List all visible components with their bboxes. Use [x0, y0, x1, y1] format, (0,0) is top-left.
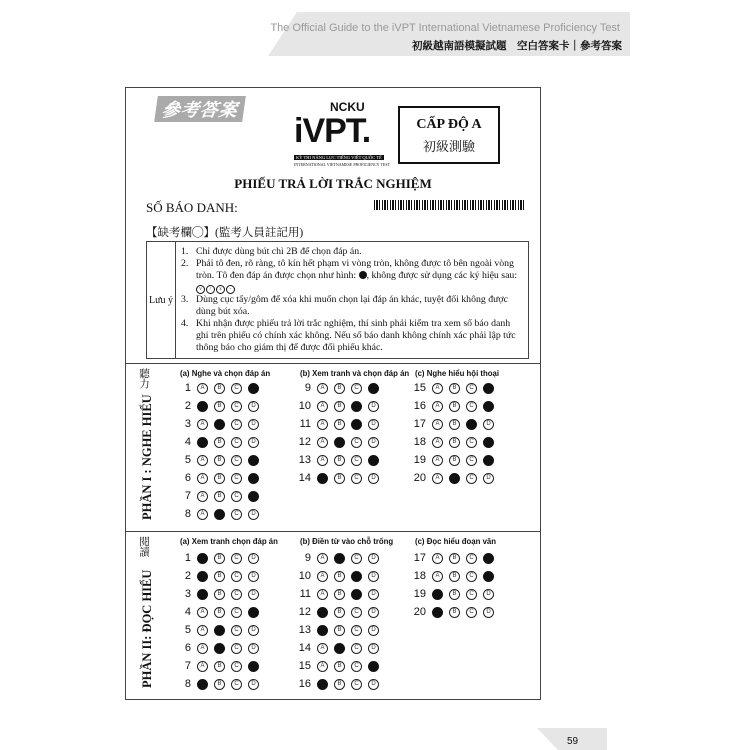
question-row [174, 659, 265, 673]
answer-bubble-c[interactable] [351, 589, 362, 600]
part2-column-title: (a) Xem tranh chọn đáp án [180, 537, 278, 546]
answer-bubble-b[interactable]: B [449, 553, 460, 564]
answer-bubble-b[interactable]: B [449, 401, 460, 412]
header-book-title: The Official Guide to the iVPT International Vietnamese Proficiency Test [270, 22, 620, 34]
part1-vi: PHẦN I : NGHE HIỂU [140, 394, 154, 520]
question-number: 7 [184, 660, 191, 672]
answer-bubble-d[interactable]: D [368, 589, 379, 600]
question-number: 2 [184, 570, 191, 582]
answer-bubble-b[interactable]: B [214, 589, 225, 600]
answer-bubble-d[interactable]: D [248, 589, 259, 600]
answer-bubble-d[interactable]: D [368, 643, 379, 654]
answer-bubble-b[interactable]: B [214, 661, 225, 672]
answer-bubble-c[interactable]: C [231, 661, 242, 672]
question-row [294, 641, 385, 655]
answer-bubble-a[interactable]: A [317, 383, 328, 394]
question-row [409, 551, 500, 565]
answer-bubble-b[interactable]: B [449, 383, 460, 394]
answer-bubble-d[interactable] [248, 473, 259, 484]
answer-bubble-a[interactable] [197, 553, 208, 564]
question-number: 8 [184, 678, 191, 690]
answer-bubble-b[interactable]: B [214, 553, 225, 564]
answer-bubble-c[interactable] [351, 571, 362, 582]
answer-bubble-a[interactable]: A [197, 607, 208, 618]
answer-bubble-d[interactable]: D [248, 625, 259, 636]
answer-bubble-d[interactable]: D [248, 437, 259, 448]
answer-bubble-a[interactable]: A [197, 509, 208, 520]
question-number: 5 [184, 454, 191, 466]
answer-bubble-d[interactable] [483, 553, 494, 564]
question-row [409, 381, 500, 395]
ivpt-logo [294, 100, 390, 170]
answer-bubble-a[interactable]: A [197, 455, 208, 466]
question-row [174, 569, 265, 583]
bad-marks-examples [196, 282, 236, 293]
filled-example-icon [359, 271, 367, 279]
answer-bubble-b[interactable]: B [449, 419, 460, 430]
answer-bubble-a[interactable]: A [197, 383, 208, 394]
answer-bubble-a[interactable]: A [197, 419, 208, 430]
question-number: 20 [413, 606, 426, 618]
question-row [409, 605, 500, 619]
answer-bubble-d[interactable] [483, 455, 494, 466]
answer-bubble-a[interactable]: A [317, 661, 328, 672]
question-row [409, 471, 500, 485]
rule-item: 3. Dùng cục tẩy/gôm để xóa khi muốn chọn lại đáp án khác, tuyệt đối không được dùng bút xóa. [181, 294, 508, 317]
answer-sheet [125, 87, 541, 700]
answer-bubble-c[interactable]: C [231, 571, 242, 582]
question-number: 9 [304, 382, 311, 394]
question-row [174, 399, 265, 413]
rules-box [146, 241, 529, 359]
question-number: 18 [413, 570, 426, 582]
answer-bubble-d[interactable]: D [483, 419, 494, 430]
logo-subtitle: KỲ THI NĂNG LỰC TIẾNG VIỆT QUỐC TẾ [296, 155, 382, 160]
part1-divider [126, 363, 540, 364]
question-row [174, 381, 265, 395]
question-number: 9 [304, 552, 311, 564]
barcode [374, 200, 526, 210]
answer-bubble-c[interactable]: C [351, 553, 362, 564]
answer-bubble-b[interactable]: B [214, 455, 225, 466]
question-number: 16 [413, 400, 426, 412]
question-row [294, 605, 385, 619]
answer-bubble-b[interactable]: B [214, 679, 225, 690]
answer-bubble-a[interactable]: A [432, 419, 443, 430]
question-row [174, 623, 265, 637]
answer-bubble-d[interactable] [248, 383, 259, 394]
answer-bubble-c[interactable]: C [231, 473, 242, 484]
answer-bubble-c[interactable]: C [231, 491, 242, 502]
question-number: 6 [184, 642, 191, 654]
question-row [294, 659, 385, 673]
rules-list [179, 246, 525, 354]
answer-bubble-a[interactable] [317, 679, 328, 690]
question-number: 16 [298, 678, 311, 690]
part1-column-title: (c) Nghe hiểu hội thoại [415, 369, 500, 378]
answer-bubble-c[interactable]: C [231, 455, 242, 466]
question-row [294, 471, 385, 485]
question-number: 19 [413, 454, 426, 466]
question-row [294, 569, 385, 583]
answer-bubble-b[interactable]: B [449, 455, 460, 466]
answer-bubble-d[interactable] [248, 455, 259, 466]
part2-vi: PHẦN II: ĐỌC HIỂU [140, 569, 154, 688]
answer-bubble-b[interactable]: B [214, 473, 225, 484]
answer-bubble-c[interactable]: C [231, 437, 242, 448]
answer-bubble-b[interactable] [214, 509, 225, 520]
question-row [294, 623, 385, 637]
part2-column-title: (c) Đọc hiểu đoạn văn [415, 537, 497, 546]
logo-main-text: iVPT. [294, 112, 371, 150]
answer-bubble-b[interactable]: B [334, 419, 345, 430]
question-number: 20 [413, 472, 426, 484]
answer-bubble-b[interactable]: B [334, 473, 345, 484]
answer-bubble-b[interactable] [334, 553, 345, 564]
answer-bubble-c[interactable]: C [231, 607, 242, 618]
question-number: 7 [184, 490, 191, 502]
answer-bubble-d[interactable]: D [368, 607, 379, 618]
answer-bubble-c[interactable]: C [231, 419, 242, 430]
question-row [174, 677, 265, 691]
reference-answer-stamp: 參考答案 [154, 96, 246, 122]
answer-bubble-b[interactable]: B [214, 571, 225, 582]
answer-bubble-c[interactable]: C [351, 679, 362, 690]
question-number: 1 [184, 552, 191, 564]
answer-bubble-b[interactable]: B [214, 607, 225, 618]
rules-label: Lưu ý [147, 242, 176, 358]
answer-bubble-a[interactable]: A [432, 571, 443, 582]
answer-bubble-c[interactable]: C [351, 661, 362, 672]
answer-bubble-a[interactable]: A [432, 383, 443, 394]
answer-bubble-b[interactable]: B [334, 383, 345, 394]
answer-bubble-b[interactable]: B [449, 437, 460, 448]
question-number: 8 [184, 508, 191, 520]
question-number: 1 [184, 382, 191, 394]
question-row [174, 551, 265, 565]
answer-bubble-c[interactable] [351, 419, 362, 430]
question-number: 3 [184, 588, 191, 600]
answer-bubble-c[interactable]: C [466, 571, 477, 582]
question-number: 14 [298, 472, 311, 484]
question-number: 2 [184, 400, 191, 412]
answer-bubble-a[interactable] [317, 473, 328, 484]
question-number: 18 [413, 436, 426, 448]
answer-bubble-c[interactable]: C [466, 607, 477, 618]
answer-bubble-b[interactable]: B [334, 589, 345, 600]
question-row [174, 453, 265, 467]
answer-bubble-c[interactable]: C [351, 383, 362, 394]
question-row [294, 453, 385, 467]
question-row [174, 435, 265, 449]
answer-bubble-a[interactable]: A [197, 473, 208, 484]
question-number: 4 [184, 606, 191, 618]
bad-mark-example-icon: - [226, 285, 235, 294]
answer-bubble-b[interactable]: B [334, 625, 345, 636]
level-vi: CẤP ĐỘ A [416, 117, 482, 132]
answer-bubble-b[interactable] [334, 643, 345, 654]
answer-bubble-b[interactable] [214, 643, 225, 654]
answer-bubble-b[interactable]: B [334, 661, 345, 672]
logo-subtitle-en: INTERNATIONAL VIETNAMESE PROFICIENCY TEST [294, 162, 390, 167]
rule-item: 2. Phải tô đen, rõ ràng, tô kín hết phạm vi vòng tròn, không được tô bên ngoài vòng tròn. Tô đen đáp án được chọn như hình: , không được sử dụng các ký hiệu sau: v / x - [181, 258, 518, 292]
answer-bubble-c[interactable]: C [466, 455, 477, 466]
answer-bubble-c[interactable]: C [466, 437, 477, 448]
level-zh: 初級測驗 [422, 139, 475, 154]
answer-bubble-a[interactable]: A [317, 643, 328, 654]
header-section-title: 初級越南語模擬試題 空白答案卡｜參考答案 [412, 40, 622, 52]
question-number: 3 [184, 418, 191, 430]
answer-bubble-d[interactable]: D [248, 571, 259, 582]
answer-bubble-b[interactable]: B [334, 455, 345, 466]
question-number: 14 [298, 642, 311, 654]
answer-bubble-a[interactable]: A [317, 401, 328, 412]
answer-bubble-d[interactable]: D [368, 437, 379, 448]
question-row [409, 587, 500, 601]
part2-side-label [138, 536, 156, 696]
question-number: 11 [299, 588, 311, 600]
part1-zh: 聽力 [138, 368, 149, 389]
answer-bubble-a[interactable]: A [317, 437, 328, 448]
answer-bubble-a[interactable] [197, 589, 208, 600]
answer-bubble-b[interactable]: B [334, 571, 345, 582]
answer-bubble-c[interactable]: C [231, 643, 242, 654]
answer-bubble-a[interactable]: A [432, 473, 443, 484]
answer-bubble-c[interactable]: C [466, 473, 477, 484]
answer-bubble-a[interactable]: A [432, 401, 443, 412]
answer-bubble-c[interactable] [351, 401, 362, 412]
answer-bubble-b[interactable]: B [214, 491, 225, 502]
question-number: 10 [298, 400, 311, 412]
question-row [294, 399, 385, 413]
answer-bubble-a[interactable]: A [197, 491, 208, 502]
answer-bubble-c[interactable]: C [231, 553, 242, 564]
answer-bubble-d[interactable]: D [248, 643, 259, 654]
answer-bubble-b[interactable] [214, 419, 225, 430]
answer-bubble-b[interactable]: B [214, 383, 225, 394]
answer-bubble-d[interactable] [248, 661, 259, 672]
absent-field-label: 【缺考欄◯】(監考人員註記用) [146, 227, 304, 239]
answer-bubble-c[interactable]: C [466, 553, 477, 564]
answer-bubble-b[interactable]: B [334, 679, 345, 690]
answer-bubble-d[interactable] [483, 437, 494, 448]
answer-bubble-a[interactable] [432, 607, 443, 618]
question-row [174, 587, 265, 601]
answer-bubble-a[interactable]: A [432, 553, 443, 564]
question-number: 5 [184, 624, 191, 636]
question-number: 15 [413, 382, 426, 394]
question-number: 4 [184, 436, 191, 448]
answer-bubble-d[interactable] [483, 383, 494, 394]
answer-bubble-a[interactable] [317, 625, 328, 636]
bad-mark-example-icon: v [196, 285, 205, 294]
answer-bubble-a[interactable]: A [317, 455, 328, 466]
answer-bubble-a[interactable]: A [317, 419, 328, 430]
question-number: 13 [298, 624, 311, 636]
question-number: 12 [298, 606, 311, 618]
answer-bubble-d[interactable] [483, 571, 494, 582]
answer-bubble-a[interactable] [197, 571, 208, 582]
question-row [174, 417, 265, 431]
question-row [294, 435, 385, 449]
question-number: 17 [413, 418, 426, 430]
answer-bubble-b[interactable]: B [334, 401, 345, 412]
question-row [409, 417, 500, 431]
answer-bubble-d[interactable]: D [368, 473, 379, 484]
answer-bubble-b[interactable]: B [214, 437, 225, 448]
answer-bubble-d[interactable]: D [248, 509, 259, 520]
part2-divider [126, 531, 540, 532]
answer-bubble-a[interactable]: A [197, 625, 208, 636]
question-number: 19 [413, 588, 426, 600]
answer-bubble-d[interactable]: D [368, 401, 379, 412]
answer-bubble-c[interactable]: C [231, 509, 242, 520]
part2-zh: 閱讀 [138, 536, 149, 557]
answer-bubble-c[interactable]: C [466, 589, 477, 600]
answer-bubble-c[interactable]: C [351, 625, 362, 636]
answer-bubble-d[interactable] [368, 383, 379, 394]
bad-mark-example-icon: / [206, 285, 215, 294]
answer-bubble-c[interactable] [466, 419, 477, 430]
level-box [398, 106, 500, 164]
logo-ncku-text: NCKU [330, 100, 365, 114]
answer-bubble-d[interactable]: D [483, 473, 494, 484]
answer-bubble-d[interactable]: D [248, 419, 259, 430]
rule-item: 1. Chỉ được dùng bút chì 2B để chọn đáp án. [181, 246, 362, 257]
answer-bubble-a[interactable]: A [317, 571, 328, 582]
part1-column-title: (b) Xem tranh và chọn đáp án [300, 369, 410, 378]
answer-bubble-a[interactable] [197, 679, 208, 690]
answer-bubble-d[interactable]: D [368, 553, 379, 564]
question-number: 11 [299, 418, 311, 430]
part1-side-label [138, 368, 156, 528]
question-number: 17 [413, 552, 426, 564]
answer-bubble-b[interactable]: B [214, 401, 225, 412]
answer-bubble-d[interactable] [368, 455, 379, 466]
part1-column-title: (a) Nghe và chọn đáp án [180, 369, 271, 378]
answer-bubble-a[interactable] [432, 589, 443, 600]
question-row [409, 569, 500, 583]
answer-bubble-a[interactable]: A [197, 643, 208, 654]
answer-bubble-c[interactable]: C [466, 383, 477, 394]
rule-item: 4. Khi nhận được phiếu trả lời trắc nghiệm, thí sinh phải kiểm tra xem số báo danh ghi trên phiếu có chính xác không. Nếu số báo danh không chính xác phải lập tức thông báo cho giám thị để được đổi phiếu khác. [181, 318, 516, 353]
answer-bubble-a[interactable]: A [197, 661, 208, 672]
answer-bubble-d[interactable] [483, 401, 494, 412]
answer-bubble-d[interactable] [248, 607, 259, 618]
answer-bubble-a[interactable]: A [317, 553, 328, 564]
question-row [294, 551, 385, 565]
answer-bubble-b[interactable] [334, 437, 345, 448]
answer-bubble-d[interactable]: D [248, 401, 259, 412]
answer-bubble-a[interactable] [197, 437, 208, 448]
answer-bubble-d[interactable]: D [368, 419, 379, 430]
question-number: 10 [298, 570, 311, 582]
question-number: 6 [184, 472, 191, 484]
answer-bubble-c[interactable]: C [351, 607, 362, 618]
question-number: 12 [298, 436, 311, 448]
answer-bubble-d[interactable]: D [483, 607, 494, 618]
answer-bubble-d[interactable]: D [248, 679, 259, 690]
question-row [174, 471, 265, 485]
answer-bubble-c[interactable]: C [351, 437, 362, 448]
answer-bubble-c[interactable]: C [231, 625, 242, 636]
answer-bubble-d[interactable]: D [368, 679, 379, 690]
answer-bubble-b[interactable] [449, 473, 460, 484]
question-number: 13 [298, 454, 311, 466]
question-row [409, 399, 500, 413]
question-row [174, 605, 265, 619]
answer-bubble-c[interactable]: C [466, 401, 477, 412]
answer-bubble-c[interactable]: C [351, 643, 362, 654]
question-row [174, 489, 265, 503]
answer-bubble-c[interactable]: C [351, 473, 362, 484]
question-row [294, 677, 385, 691]
answer-bubble-d[interactable]: D [368, 571, 379, 582]
answer-bubble-b[interactable]: B [449, 607, 460, 618]
bad-mark-example-icon: x [216, 285, 225, 294]
answer-bubble-d[interactable] [248, 491, 259, 502]
answer-bubble-c[interactable]: C [231, 679, 242, 690]
answer-bubble-c[interactable]: C [231, 589, 242, 600]
answer-bubble-a[interactable] [197, 401, 208, 412]
answer-bubble-a[interactable]: A [317, 589, 328, 600]
question-number: 15 [298, 660, 311, 672]
question-row [174, 641, 265, 655]
question-row [294, 587, 385, 601]
answer-bubble-a[interactable]: A [432, 455, 443, 466]
answer-bubble-c[interactable]: C [231, 401, 242, 412]
answer-bubble-b[interactable] [214, 625, 225, 636]
part2-column-title: (b) Điền từ vào chỗ trống [300, 537, 394, 546]
question-row [409, 435, 500, 449]
answer-bubble-c[interactable]: C [231, 383, 242, 394]
question-row [409, 453, 500, 467]
answer-bubble-d[interactable] [368, 661, 379, 672]
answer-bubble-d[interactable]: D [483, 589, 494, 600]
question-row [294, 381, 385, 395]
sheet-title: PHIẾU TRẢ LỜI TRẮC NGHIỆM [234, 176, 432, 191]
answer-bubble-a[interactable]: A [432, 437, 443, 448]
question-row [174, 507, 265, 521]
answer-bubble-d[interactable]: D [248, 553, 259, 564]
answer-bubble-b[interactable]: B [449, 589, 460, 600]
answer-bubble-c[interactable]: C [351, 455, 362, 466]
candidate-number-label: SỐ BÁO DANH: [146, 200, 238, 215]
answer-bubble-b[interactable]: B [449, 571, 460, 582]
answer-bubble-a[interactable] [317, 607, 328, 618]
page-number: 59 [567, 736, 579, 747]
answer-bubble-d[interactable]: D [368, 625, 379, 636]
answer-bubble-b[interactable]: B [334, 607, 345, 618]
question-row [294, 417, 385, 431]
